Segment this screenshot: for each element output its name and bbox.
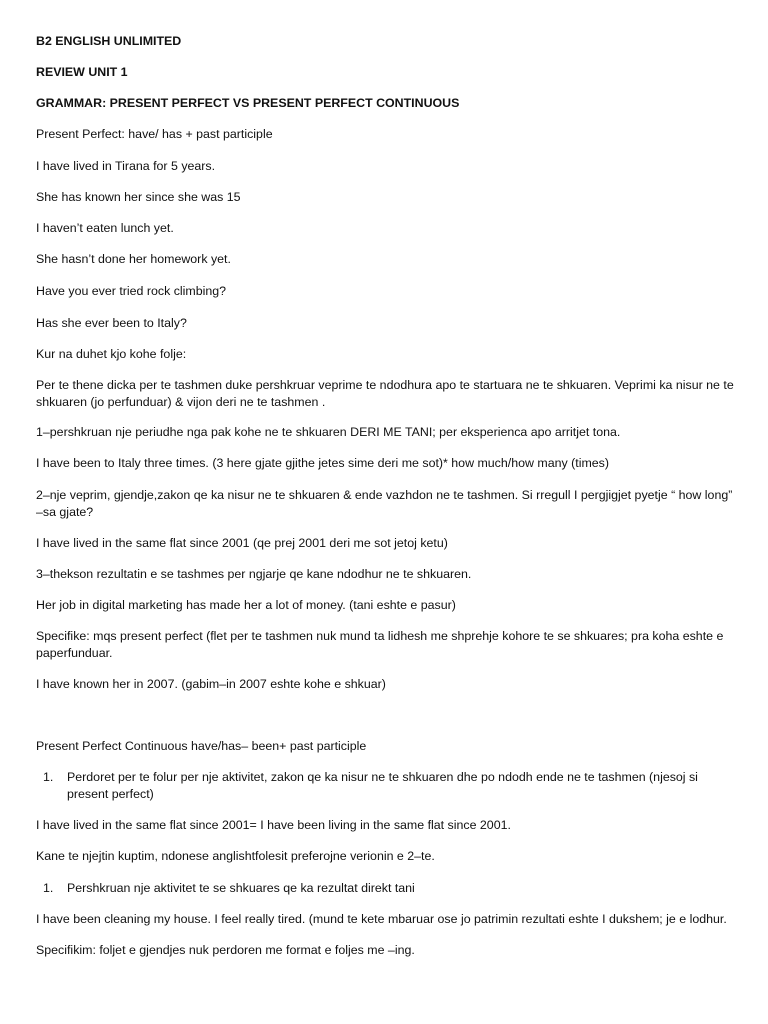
- example-sentence: Have you ever tried rock climbing?: [36, 284, 227, 298]
- present-perfect-form: Present Perfect: have/ has + past participle: [36, 127, 273, 141]
- specific-note: Specifike: mqs present perfect (flet per te tashmen nuk mund ta lidhesh me shprehje kohore te se shkuares; pra koha eshte e paperfunduar.: [36, 629, 724, 660]
- specific-example: I have known her in 2007. (gabim–in 2007 eshte kohe e shkuar): [36, 677, 386, 691]
- usage-paragraph: Per te thene dicka per te tashmen duke pershkruar veprime te ndodhura apo te startuara ne te shkuaren. Veprimi ka nisur ne te shkuaren (jo perfunduar) & vijon deri ne te tashmen .: [36, 378, 734, 409]
- list-item: [36, 880, 736, 897]
- present-perfect-continuous-form: Present Perfect Continuous have/has– been+ past participle: [36, 739, 367, 753]
- usage-heading: Kur na duhet kjo kohe folje:: [36, 347, 187, 361]
- rule-3: 3–thekson rezultatin e se tashmes per ngjarje qe kane ndodhur ne te shkuaren.: [36, 567, 472, 581]
- rule-3-example: Her job in digital marketing has made her a lot of money. (tani eshte e pasur): [36, 598, 456, 612]
- example-sentence: I haven’t eaten lunch yet.: [36, 221, 174, 235]
- rule-2: 2–nje veprim, gjendje,zakon qe ka nisur ne te shkuaren & ende vazhdon ne te tashmen. Si rregull I pergjigjet pyetje “ how long” –sa gjate?: [36, 488, 733, 519]
- example-sentence: Has she ever been to Italy?: [36, 316, 187, 330]
- list-item-text: Perdoret per te folur per nje aktivitet, zakon qe ka nisur ne te shkuaren dhe po ndodh ende ne te tashmen (njesoj si present perfect): [67, 770, 698, 801]
- grammar-heading: GRAMMAR: PRESENT PERFECT VS PRESENT PERFECT CONTINUOUS: [36, 96, 460, 110]
- rule-1-example: I have been to Italy three times. (3 here gjate gjithe jetes sime deri me sot)* how much/how many (times): [36, 456, 609, 470]
- specific-note: Specifikim: foljet e gjendjes nuk perdoren me format e foljes me –ing.: [36, 943, 415, 957]
- unit-title: REVIEW UNIT 1: [36, 65, 128, 79]
- rule-2-example: I have lived in the same flat since 2001 (qe prej 2001 deri me sot jetoj ketu): [36, 536, 448, 550]
- example-sentence: I have lived in Tirana for 5 years.: [36, 159, 216, 173]
- list-number: 1.: [43, 881, 54, 895]
- list-number: 1.: [43, 770, 54, 784]
- course-title: B2 ENGLISH UNLIMITED: [36, 34, 182, 48]
- example-sentence: She hasn’t done her homework yet.: [36, 252, 231, 266]
- note-paragraph: Kane te njejtin kuptim, ndonese anglishtfolesit preferojne verionin e 2–te.: [36, 849, 435, 863]
- example-sentence: I have been cleaning my house. I feel really tired. (mund te kete mbaruar ose jo patrimin rezultati eshte I dukshem; je e lodhur.: [36, 912, 727, 926]
- document-page: [36, 33, 736, 959]
- list-item-text: Pershkruan nje aktivitet te se shkuares qe ka rezultat direkt tani: [67, 881, 415, 895]
- rule-1: 1–pershkruan nje periudhe nga pak kohe ne te shkuaren DERI ME TANI; per eksperienca apo arritjet tona.: [36, 425, 621, 439]
- example-sentence: I have lived in the same flat since 2001= I have been living in the same flat since 2001.: [36, 818, 511, 832]
- list-item: [36, 769, 736, 803]
- example-sentence: She has known her since she was 15: [36, 190, 241, 204]
